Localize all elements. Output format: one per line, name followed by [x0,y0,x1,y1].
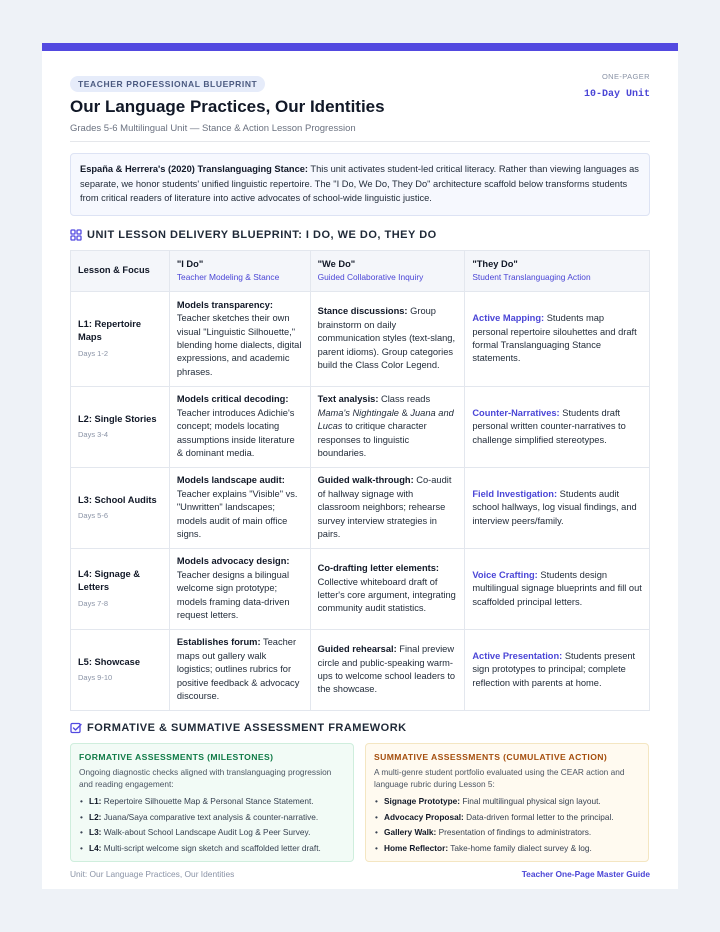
lesson-days: Days 7-8 [78,598,109,608]
blueprint-table [70,250,650,711]
i-do-cell [169,468,310,549]
lesson-title: L3: School Audits [78,494,157,505]
lesson-cell [71,292,170,387]
cell-text: Group brainstorm on daily communication styles (text-slang, parent idioms). Group categories build the Class Color Legend. [317,306,456,371]
item-key: L2: [89,811,102,822]
cell-text: Teacher introduces Adichie's concept; models locating assumptions inside literature & dominant media. [176,407,295,459]
cell-text: Students map personal repertoire silouhettes and draft formal Translanguaging Stance statements. [472,313,637,364]
doc-tag: TEACHER PROFESSIONAL BLUEPRINT [70,76,265,92]
assessment-heading [70,722,407,734]
col-header-sub: Student Translanguaging Action [472,272,591,282]
cell-text: Students audit school hallways, log visual findings, and interview peers/family. [472,488,637,526]
col-header-main: "I Do" [176,258,204,269]
accent-bar [42,43,678,51]
summative-box [365,743,649,862]
item-key: Home Reflector: [384,842,449,853]
list-item [374,841,640,857]
cell-lead: Models advocacy design: [176,556,290,567]
they-do-cell [465,630,650,711]
cell-lead: Models landscape audit: [176,475,285,486]
cell-text: & [398,407,411,418]
cell-text: Students design multilingual signage blueprints and fill out scaffolded principal letters. [472,569,642,607]
item-value: Final multilingual physical sign layout. [460,796,601,806]
callout-lead: España & Herrera's (2020) Translanguaging Stance: [80,164,309,174]
table-row [71,549,650,630]
grid-icon [70,229,82,241]
col-header-sub: Guided Collaborative Inquiry [317,272,424,282]
duration-label: 10-Day Unit [583,89,650,100]
we-do-cell [310,468,465,549]
lesson-cell [71,387,170,468]
col-header-lesson-label: Lesson & Focus [78,265,150,276]
list-item [374,825,640,841]
table-row [71,292,650,387]
divider [70,141,650,142]
book-title: Juana and Lucas [317,407,454,432]
item-key: Signage Prototype: [384,796,461,806]
cell-lead: Stance discussions: [317,306,408,317]
col-header-we-do [310,251,465,292]
item-key: Advocacy Proposal: [384,811,464,822]
cell-text: Class reads [378,394,431,405]
cell-text: Teacher maps out gallery walk logistics; outlines rubrics for positive feedback & advocacy discourse. [176,637,300,702]
cell-lead: Voice Crafting: [472,569,538,580]
stance-callout [70,153,650,216]
lesson-days: Days 3-4 [78,430,109,439]
item-value: Walk-about School Landscape Audit Log & Peer Survey. [101,827,311,837]
cell-lead: Guided rehearsal: [317,644,397,655]
cell-text: Co-audit of hallway signage with classroom neighbors; rehearse survey interview strategies in pairs. [317,475,452,540]
we-do-cell [310,549,465,630]
item-key: Gallery Walk: [384,827,437,837]
formative-title: FORMATIVE ASSESSMENTS (MILESTONES) [79,752,274,762]
they-do-cell [465,292,650,387]
they-do-cell [465,387,650,468]
cell-text: Teacher explains "Visible" vs. "Unwritten" landscapes; models audit of main office signs. [176,488,298,540]
col-header-lesson [71,251,170,292]
formative-intro: Ongoing diagnostic checks aligned with translanguaging progression and reading engagement: [79,767,332,789]
item-value: Take-home family dialect survey & log. [448,842,592,853]
blueprint-heading-text: UNIT LESSON DELIVERY BLUEPRINT: I DO, WE DO, THEY DO [87,229,437,241]
book-title: Mama's Nightingale [317,407,399,418]
they-do-cell [465,468,650,549]
cell-lead: Models critical decoding: [176,394,289,405]
we-do-cell [310,387,465,468]
they-do-cell [465,549,650,630]
summative-title: SUMMATIVE ASSESSMENTS (CUMULATIVE ACTION) [374,752,608,762]
table-row [71,468,650,549]
item-value: Multi-script welcome sign sketch and scaffolded letter draft. [101,842,321,853]
lesson-title: L5: Showcase [78,656,141,667]
cell-text: Teacher sketches their own visual "Linguistic Silhouette," blending home dialects, digital expressions, and academic phrases. [176,313,302,377]
list-item [79,841,345,857]
callout-body: This unit activates student-led critical literacy. Rather than viewing languages as separate, we honor students' unified linguistic repertoire. The "I Do, We Do, They Do" architecture scaffold below transforms students from critical readers of literature into active advocates of school-wide linguistic justice. [80,164,639,203]
col-header-main: "They Do" [472,258,518,269]
page [42,43,678,889]
footer-unit: Unit: Our Language Practices, Our Identities [70,869,235,879]
list-item [79,825,345,841]
cell-text: Teacher designs a bilingual welcome sign prototype; models framing data-driven request letters. [176,569,290,621]
cell-lead: Active Mapping: [472,313,545,324]
col-header-i-do [169,251,310,292]
table-row [71,630,650,711]
cell-text: to critique character responses to linguistic boundaries. [317,421,427,459]
i-do-cell [169,292,310,387]
lesson-title: L2: Single Stories [78,413,157,424]
col-header-main: "We Do" [317,258,356,269]
blueprint-heading [70,229,437,241]
list-item [374,794,640,810]
i-do-cell [169,549,310,630]
item-value: Juana/Saya comparative text analysis & counter-narrative. [101,811,319,822]
cell-text: Students present sign prototypes to principal; complete reflection with parents at home. [472,650,636,688]
assessment-heading-text: FORMATIVE & SUMMATIVE ASSESSMENT FRAMEWORK [87,722,407,734]
lesson-cell [71,630,170,711]
we-do-cell [310,292,465,387]
lesson-title: L1: Repertoire Maps [78,318,142,343]
formative-box [70,743,354,862]
cell-lead: Co-drafting letter elements: [317,563,440,574]
lesson-days: Days 1-2 [78,348,109,358]
cell-text: Collective whiteboard draft of letter's core argument, integrating community audit statistics. [317,576,456,614]
item-value: Data-driven formal letter to the principal. [463,811,614,822]
item-key: L1: [89,796,102,806]
list-item [79,794,345,810]
summative-list [374,794,640,856]
cell-lead: Text analysis: [317,394,379,405]
page-subtitle: Grades 5-6 Multilingual Unit — Stance & Action Lesson Progression [70,123,356,134]
item-key: L4: [89,842,102,853]
col-header-sub: Teacher Modeling & Stance [176,272,280,282]
cell-text: Students draft personal written counter-narratives to challenge simplified stereotypes. [472,407,626,445]
summative-intro: A multi-genre student portfolio evaluated using the CEAR action and language rubric during Lesson 5: [374,767,625,789]
lesson-title: L4: Signage & Letters [78,568,140,593]
cell-lead: Establishes forum: [176,637,261,648]
cell-lead: Active Presentation: [472,650,563,661]
cell-text: Final preview circle and public-speaking warm-ups to welcome school leaders to the showcase. [317,644,456,695]
page-title: Our Language Practices, Our Identities [70,97,385,116]
list-item [374,810,640,826]
table-header-row [71,251,650,292]
list-item [79,810,345,826]
item-value: Repertoire Silhouette Map & Personal Stance Statement. [101,796,314,806]
col-header-they-do [465,251,650,292]
lesson-days: Days 5-6 [78,511,109,520]
footer-guide: Teacher One-Page Master Guide [521,869,650,879]
cell-lead: Field Investigation: [472,488,558,499]
cell-lead: Counter-Narratives: [472,407,560,418]
formative-list [79,794,345,856]
lesson-days: Days 9-10 [78,673,113,682]
cell-lead: Guided walk-through: [317,475,414,486]
one-pager-label: ONE-PAGER [601,72,650,81]
checkbox-icon [70,722,82,734]
we-do-cell [310,630,465,711]
lesson-cell [71,468,170,549]
table-row [71,387,650,468]
cell-lead: Models transparency: [176,299,273,310]
item-value: Presentation of findings to administrators. [436,827,592,837]
i-do-cell [169,630,310,711]
item-key: L3: [89,827,102,837]
i-do-cell [169,387,310,468]
lesson-cell [71,549,170,630]
